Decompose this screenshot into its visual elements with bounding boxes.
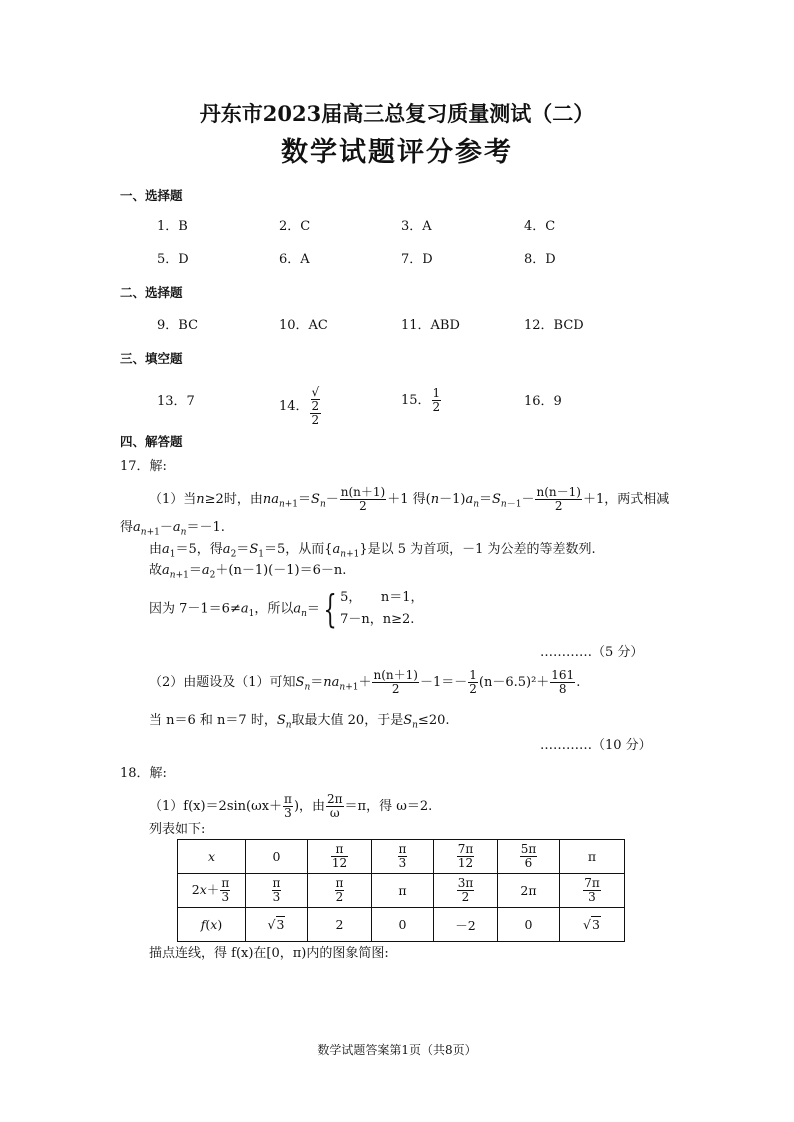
table-cell: √3 [246,908,308,942]
table-row [178,840,625,874]
table-row [178,874,625,908]
q17-score-5: …………（5 分） [540,645,644,660]
answer-14-label: 14． [279,399,309,414]
table-cell: x [178,840,246,874]
q17-frac5-den: 8 [558,682,567,696]
q17-frac3-den: 2 [391,682,400,696]
answer-2: 2．C [279,219,311,234]
table-cell: $\frac{5\pi}{6}$ [498,840,560,874]
q17-text: －1＝－ [419,675,468,690]
q17-text: (n－6.5)²＋ [478,675,550,690]
q17-frac5 [550,669,575,696]
table-cell: $\frac{\pi}{3}$ [372,840,434,874]
answer-7: 7．D [401,252,433,267]
q17-frac2-den: 2 [554,499,563,513]
q17-var-n: n [196,492,205,507]
q17-line7: 当 n＝6 和 n＝7 时，$S_n$取最大值 20，于是$S_n\le 20$. [149,713,450,731]
q17-header: 17．解: [120,459,167,474]
q17-frac4 [468,669,478,696]
title-line2: 数学试题评分参考 [281,137,513,168]
q17-frac2-num: n(n－1) [536,485,581,499]
answer-15 [401,386,442,416]
section-heading-choice: 一、选择题 [120,188,183,203]
table-cell: $\frac{3\pi}{2}$ [434,874,498,908]
q17-frac1-num: n(n＋1) [340,485,386,499]
q17-text: 取最大值 20，于是 [291,713,404,728]
q17-frac1 [340,486,386,513]
q17-case1: 5， n＝1， [340,590,424,605]
page-footer: 数学试题答案第1页（共8页） [317,1043,477,1057]
answer-14-fraction: √ 2 2 [311,385,320,427]
q18-text: )，由 [293,799,326,814]
q18-frac-num: π [284,792,292,806]
q17-line6: （2）由题设及（1）可知$S_n=na_{n+1}+$ $\frac{n(n+1)}{2}$ －1＝－ $\frac{1}{2}$ (n－6.5)²＋ $\frac{161}{8}$ . [149,668,581,696]
answer-15-den: 2 [432,400,441,414]
table-cell: 2x＋ $\frac{\pi}{3}$ [178,874,246,908]
q17-frac3-num: n(n＋1) [373,668,418,682]
q17-text: ＝5，从而{ [263,542,333,557]
q18-line1 [149,790,432,824]
answer-14-den: 2 [311,413,320,427]
q17-line3: 由$a_1=5$，得$a_2=S_1=5$，从而$\{a_{n+1}\}$是以 5 为首项，－1 为公差的等差数列. [149,542,596,560]
q17-text: ＝－1. [186,520,225,535]
table-cell: $\frac{\pi}{2}$ [308,874,372,908]
q18-frac-num: 2π [327,792,343,806]
q17-text: }是以 5 为首项，－1 为公差的等差数列. [359,542,596,557]
table-cell: $\frac{7\pi}{3}$ [560,874,625,908]
q17-text: （2）由题设及（1）可知 [149,675,296,690]
answer-14 [279,386,322,427]
q18-text: （1）f(x)＝2sin(ωx＋ [149,799,283,814]
q17-line5: 因为 $7-1=6\ne a_1$，所以$a_n=${ 5， n＝1， 7－n，n≥2. [149,587,424,631]
q17-text: ＋1 得( [387,492,431,507]
answer-3: 3．A [401,219,432,234]
q17-frac1-den: 2 [359,499,367,513]
section-heading-solve: 四、解答题 [120,434,183,449]
answer-15-label: 15． [401,393,431,408]
q17-frac3 [372,669,418,696]
title-line1: 丹东市2023届高三总复习质量测试（二） [199,101,595,126]
q18-list-label: 列表如下: [149,822,206,837]
q17-text: ＋(n－1)(－1)＝6－n. [215,563,347,578]
q17-frac2 [535,486,581,513]
answer-8: 8．D [524,252,556,267]
table-cell: 2 [308,908,372,942]
q17-text: ≥2时，由 [204,492,263,507]
section-heading-multi: 二、选择题 [120,285,183,300]
answer-15-fraction [432,387,442,414]
answer-14-num: 2 [311,399,320,413]
q17-cases [340,587,423,631]
q17-line4: 故$a_{n+1}=a_2+(n-1)(-1)=6-n$. [149,563,347,581]
table-cell: 0 [498,908,560,942]
q18-text: ＝π，得 ω＝2. [344,799,433,814]
answer-15-num: 1 [432,386,441,400]
q17-text: ＋1，两式相减 [582,492,670,507]
q18-frac-den: ω [329,806,340,820]
q17-score-10: …………（10 分） [540,738,652,753]
answer-10: 10．AC [279,318,328,333]
table-row [178,908,625,942]
table-cell: 2π [498,874,560,908]
table-cell: $\frac{\pi}{3}$ [246,874,308,908]
table-cell: π [560,840,625,874]
answer-16: 16．9 [524,394,562,409]
answer-1: 1．B [157,219,188,234]
q17-frac5-num: 161 [551,668,575,682]
q18-header: 18．解: [120,766,167,781]
table-cell: π [372,874,434,908]
q17-text: 因为 7－1＝6≠ [149,601,241,617]
answer-4: 4．C [524,219,556,234]
table-cell: f(x) [178,908,246,942]
answer-9: 9．BC [157,318,199,333]
answer-5: 5．D [157,252,189,267]
q17-case2: 7－n，n≥2. [340,612,415,627]
q17-text: 当 n＝6 和 n＝7 时， [149,713,277,728]
q17-text: ≤20. [417,713,450,728]
q17-text: （1）当 [149,492,197,507]
value-table [177,839,625,942]
q17-frac4-den: 2 [469,682,477,696]
q17-line2: 得$a_{n+1}-a_n=-1$. [120,520,225,538]
answer-12: 12．BCD [524,318,584,333]
q17-text: ，所以 [254,601,294,617]
answer-13: 13．7 [157,394,195,409]
q18-draw-text: 描点连线，得 f(x)在[0，π)内的图象简图: [149,946,389,961]
table-cell: $\frac{7\pi}{12}$ [434,840,498,874]
q17-frac4-num: 1 [469,668,477,682]
answer-6: 6．A [279,252,310,267]
q17-line1: （1）当n≥2时，由$na_{n+1}=S_n-$ $\frac{n(n+1)}{2}$ ＋1 得$(n-1)a_n=S_{n-1}-$ $\frac{n(n-1)}{2}$ ＋1，两式相减 [149,485,670,513]
table-cell: $\frac{\pi}{12}$ [308,840,372,874]
left-brace: { [323,587,337,631]
table-cell: 0 [246,840,308,874]
section-heading-fill: 三、填空题 [120,351,183,366]
table-cell: －2 [434,908,498,942]
table-cell: 0 [372,908,434,942]
table-cell: √3 [560,908,625,942]
answer-11: 11．ABD [401,318,460,333]
q18-frac-2pi [326,793,344,820]
q18-frac-pi3 [283,793,293,820]
q18-frac-den: 3 [284,806,292,820]
